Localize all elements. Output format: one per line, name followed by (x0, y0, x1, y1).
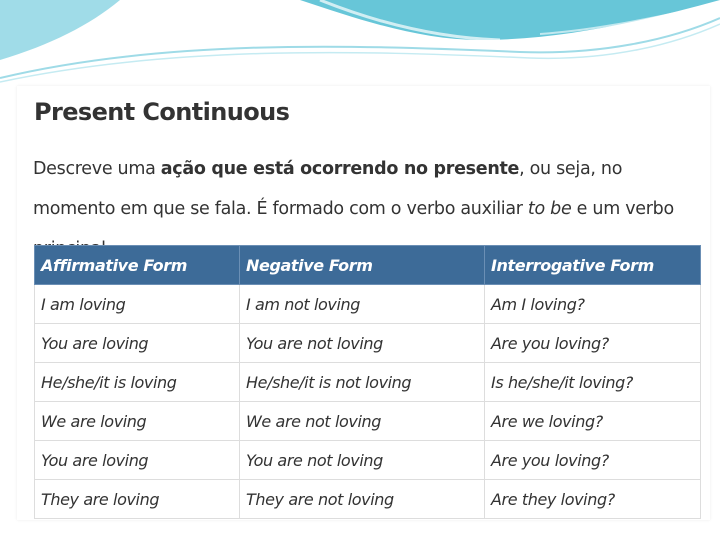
table-cell: You are not loving (240, 441, 485, 480)
table-cell: I am loving (35, 285, 240, 324)
table-cell: He/she/it is not loving (240, 363, 485, 402)
page-title: Present Continuous (34, 98, 290, 126)
table-cell: We are not loving (240, 402, 485, 441)
description-part2: , ou seja, no momento em que se fala. É formado com o verbo auxiliar (33, 159, 623, 219)
table-cell: Are you loving? (485, 441, 701, 480)
table-cell: Am I loving? (485, 285, 701, 324)
table-header-row (35, 246, 701, 285)
table-cell: They are loving (35, 480, 240, 519)
header-interrogative: Interrogative Form (485, 246, 701, 285)
table-cell: Are you loving? (485, 324, 701, 363)
table-row (35, 363, 701, 402)
description-bold: ação que está ocorrendo no presente (160, 159, 520, 179)
description-italic: to be (527, 199, 572, 219)
table-cell: You are loving (35, 324, 240, 363)
table-row (35, 441, 701, 480)
table-cell: He/she/it is loving (35, 363, 240, 402)
table-cell: I am not loving (240, 285, 485, 324)
table-cell: You are loving (35, 441, 240, 480)
top-wave-decoration (0, 0, 720, 90)
table-cell: Are they loving? (485, 480, 701, 519)
table-cell: You are not loving (240, 324, 485, 363)
table-cell: We are loving (35, 402, 240, 441)
table-row (35, 285, 701, 324)
table-row (35, 480, 701, 519)
description-part3: e um verbo (576, 199, 674, 219)
header-negative: Negative Form (240, 246, 485, 285)
table-cell: Are we loving? (485, 402, 701, 441)
table-cell: Is he/she/it loving? (485, 363, 701, 402)
header-affirmative: Affirmative Form (35, 246, 240, 285)
table-row (35, 402, 701, 441)
conjugation-table (34, 245, 701, 519)
table-cell: They are not loving (240, 480, 485, 519)
description-part1: Descreve uma (33, 159, 161, 179)
table-row (35, 324, 701, 363)
